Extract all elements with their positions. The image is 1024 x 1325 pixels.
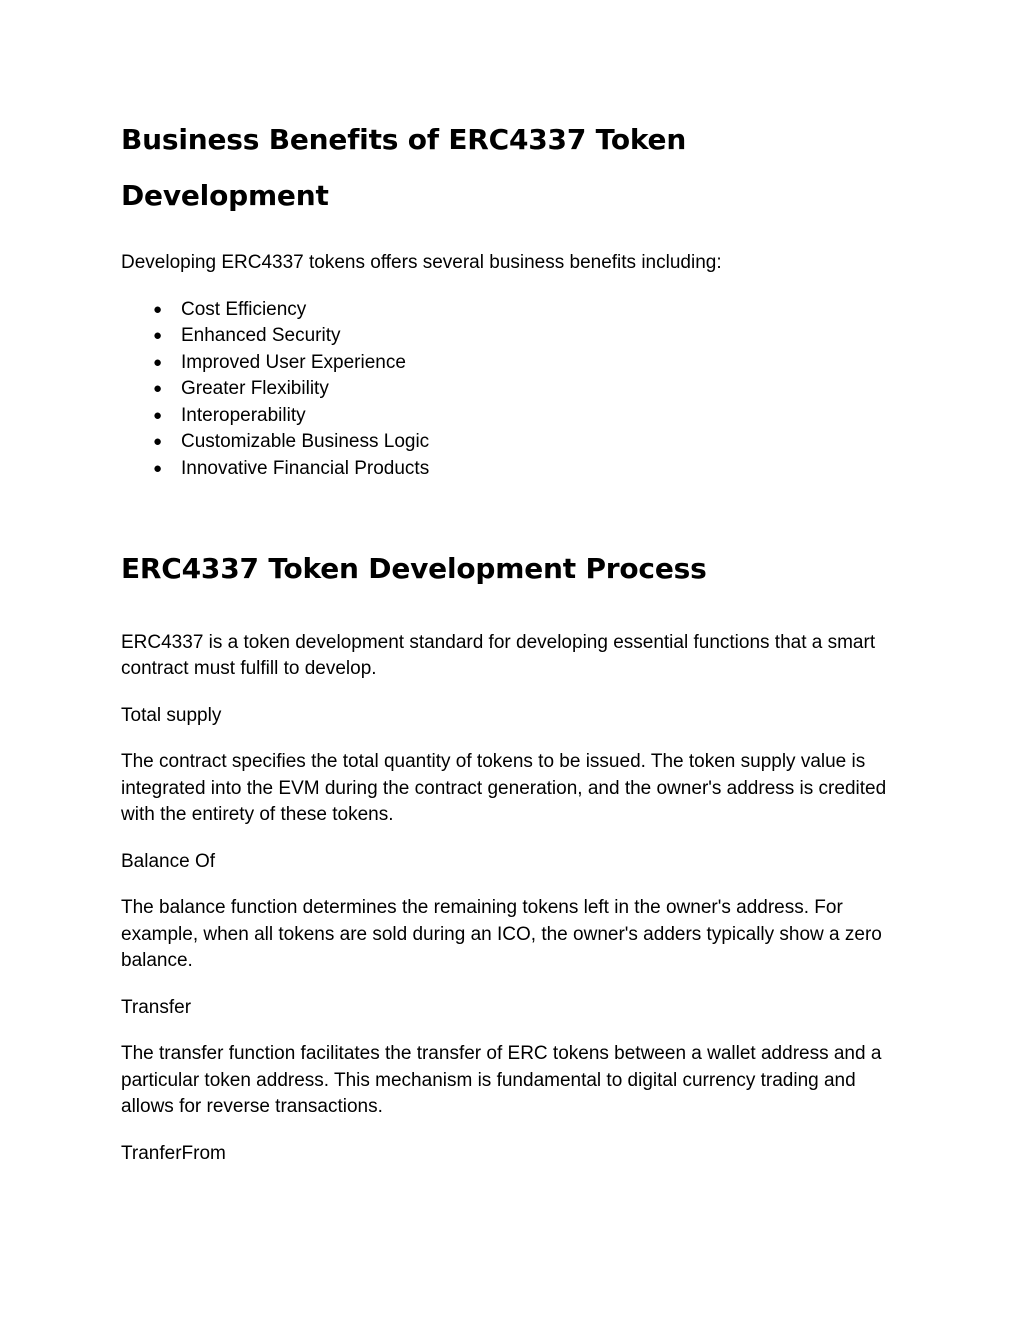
section-heading-business-benefits: Business Benefits of ERC4337 Token Development	[121, 123, 687, 212]
list-item	[121, 403, 901, 430]
bullet-icon: ●	[153, 406, 163, 424]
benefit-label: Innovative Financial Products	[181, 458, 430, 480]
list-item	[121, 376, 901, 403]
function-title-total-supply: Total supply	[121, 704, 222, 726]
benefit-label: Cost Efficiency	[181, 298, 307, 320]
function-title-balance-of: Balance Of	[121, 850, 215, 872]
benefit-label: Greater Flexibility	[181, 378, 329, 400]
benefits-intro-paragraph: Developing ERC4337 tokens offers several business benefits including:	[121, 252, 722, 273]
benefit-label: Improved User Experience	[181, 351, 406, 373]
list-item	[121, 350, 901, 377]
list-item	[121, 323, 901, 350]
list-item	[121, 297, 901, 324]
bullet-icon: ●	[153, 433, 163, 451]
bullet-icon: ●	[153, 327, 163, 345]
function-description-total-supply: The contract specifies the total quantity of tokens to be issued. The token supply value is integrated into the EVM during the contract generation, and the owner's address is credited with the entirety of these tokens.	[121, 751, 887, 826]
list-item	[121, 456, 901, 483]
function-description-transfer: The transfer function facilitates the transfer of ERC tokens between a wallet address and a particular token address. This mechanism is fundamental to digital currency trading and allows for reverse transactions.	[121, 1043, 882, 1118]
document-content	[121, 112, 901, 1167]
bullet-icon: ●	[153, 353, 163, 371]
benefits-list	[121, 297, 901, 483]
function-description-balance-of: The balance function determines the remaining tokens left in the owner's address. For example, when all tokens are sold during an ICO, the owner's adders typically show a zero balance.	[121, 897, 882, 972]
benefit-label: Enhanced Security	[181, 325, 341, 347]
benefit-label: Interoperability	[181, 404, 306, 426]
bullet-icon: ●	[153, 460, 163, 478]
function-title-transfer-from: TranferFrom	[121, 1142, 226, 1164]
process-intro-paragraph: ERC4337 is a token development standard for developing essential functions that a smart contract must fulfill to develop.	[121, 631, 876, 680]
function-title-transfer: Transfer	[121, 996, 192, 1018]
bullet-icon: ●	[153, 380, 163, 398]
benefit-label: Customizable Business Logic	[181, 431, 430, 453]
section-heading-development-process: ERC4337 Token Development Process	[121, 551, 707, 585]
list-item	[121, 429, 901, 456]
bullet-icon: ●	[153, 300, 163, 318]
